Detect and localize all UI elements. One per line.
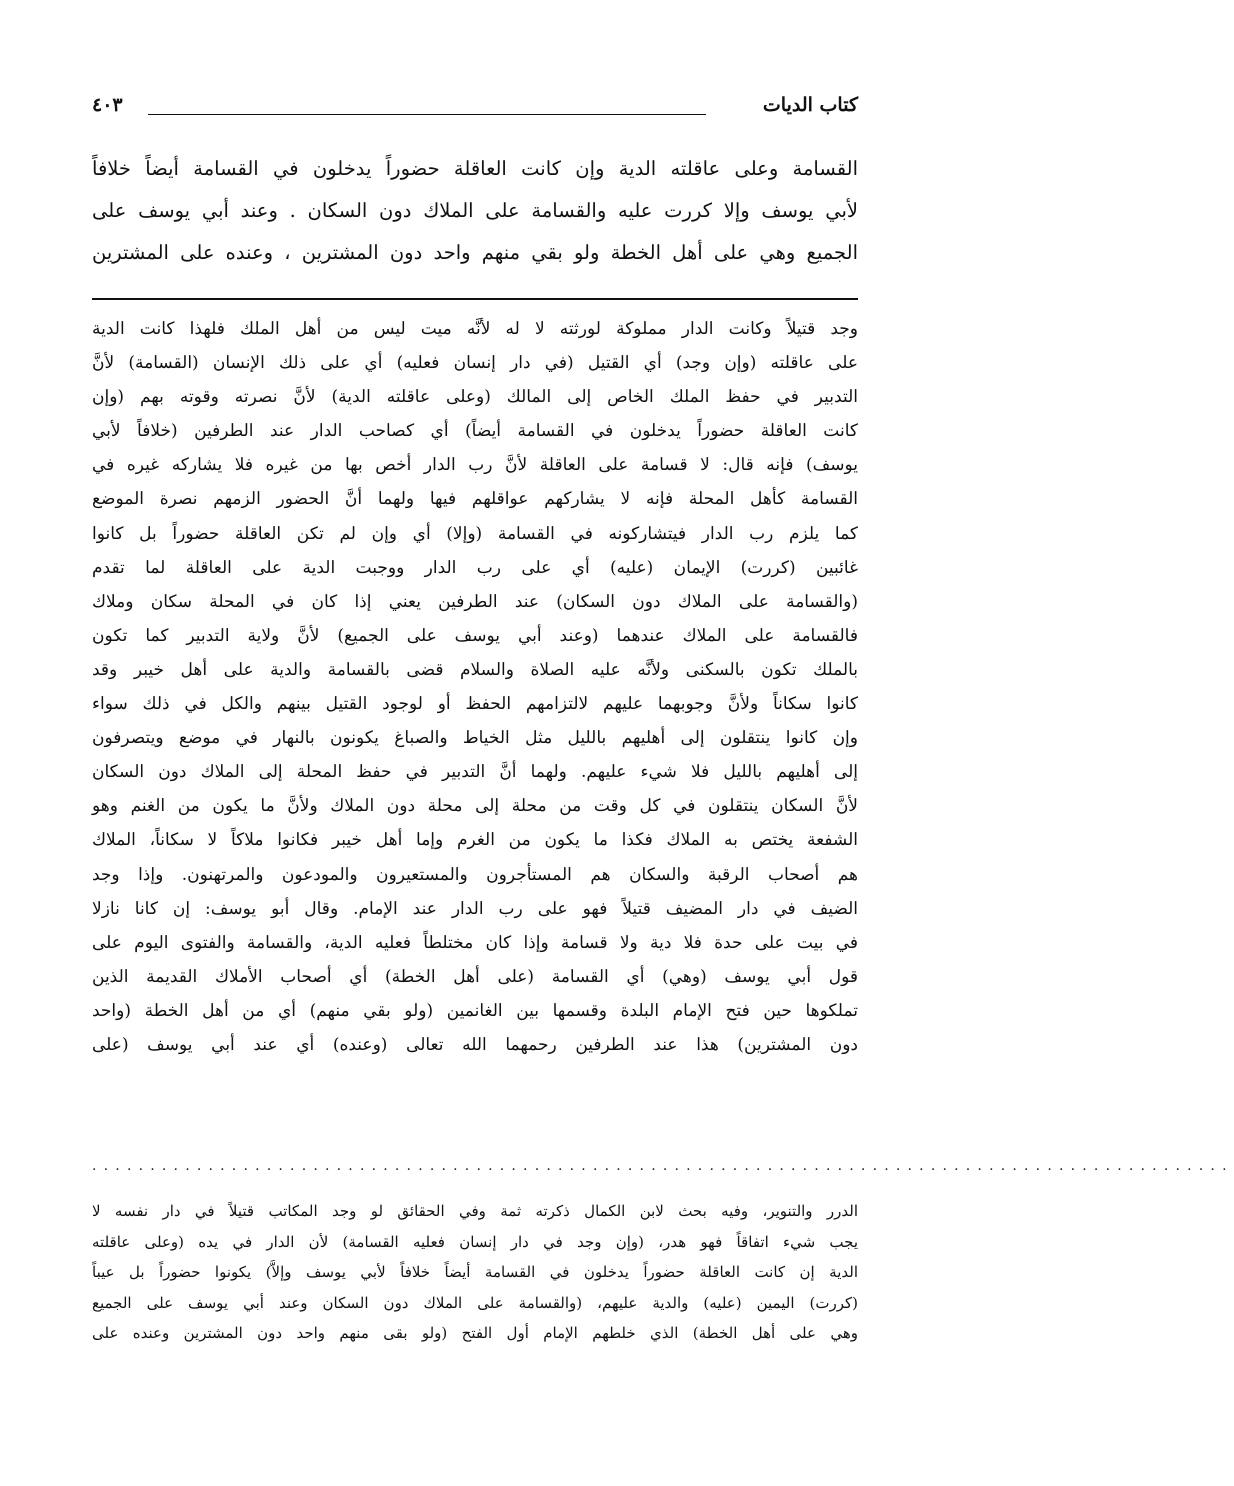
footnote-line: وهي على أهل الخطة) الذي خلطهم الإمام أول الفتح (ولو بقى منهم واحد دون المشترين وعنده على [92,1324,858,1342]
commentary-line: تملكوها حين فتح الإمام البلدة وقسمها بين الغانمين (ولو بقي منهم) أي من أهل الخطة (واحد [92,1000,858,1021]
commentary-line: القسامة كأهل المحلة فإنه لا يشاركهم عواقلهم فيها ولهما أنَّ الحضور الزمهم نصرة الموضع [92,489,858,510]
commentary-line: لأنَّ السكان ينتقلون في كل وقت من محلة إلى محلة دون الملاك ولأنَّ ما يكون من الغنم وهو [92,796,858,817]
main-text [92,148,858,274]
header-rule [148,114,706,115]
commentary-line: وجد قتيلاً وكانت الدار مملوكة لورثته لا له لأنَّه ميت ليس من أهل الملك فلهذا كانت الدية [92,319,858,339]
commentary-line: على عاقلته (وإن وجد) أي القتيل (في دار إنسان فعليه) أي على ذلك الإنسان (القسامة) لأنَّ [92,353,858,374]
commentary-line: وإن كانوا ينتقلون إلى أهليهم بالليل مثل الخياط والصباغ يكونون بالنهار في موضع ويتصرفون [92,728,858,749]
commentary-line: الضيف في دار المضيف قتيلاً فهو على رب الدار عند الإمام. وقال أبو يوسف: إن كانا نازلا [92,898,858,919]
commentary-line: كما يلزم رب الدار فيتشاركونه في القسامة (وإلا) أي وإن لم تكن العاقلة حضوراً بل كانوا [92,523,858,544]
commentary-line: كانت العاقلة حضوراً يدخلون في القسامة أيضاً) أي كصاحب الدار عند الطرفين (خلافاً لأبي [92,421,858,442]
footnotes [92,1196,858,1349]
commentary-line: التدبير في حفظ الملك الخاص إلى المالك (وعلى عاقلته الدية) لأنَّ نصرته وقوته بهم (وإن [92,387,858,408]
commentary-line: (والقسامة على الملاك دون السكان) عند الطرفين يعني إذا كان في المحلة سكان وملاك [92,591,858,612]
commentary-line: بالملك تكون بالسكنى ولأنَّه عليه الصلاة والسلام قضى بالقسامة والدية على أهل خيبر وقد [92,659,858,680]
running-header [92,92,858,126]
section-divider [92,298,858,300]
footnote-line: (كررت) اليمين (عليه) والدية عليهم، (والقسامة على الملاك دون السكان وعند أبي يوسف على الجميع [92,1293,858,1312]
footnote-line: يجب شيء اتفاقاً فهو هدر، (وإن وجد في دار إنسان فعليه القسامة) لأن الدار في يده (وعلى عاقلته [92,1232,858,1251]
commentary-line: فالقسامة على الملاك عندهما (وعند أبي يوسف على الجميع) لأنَّ ولاية التدبير كما تكون [92,625,858,646]
commentary-text [92,312,858,1096]
main-text-line: القسامة وعلى عاقلته الدية وإن كانت العاقلة حضوراً يدخلون في القسامة أيضاً خلافاً [92,157,858,180]
main-text-line: لأبي يوسف وإلا كررت عليه والقسامة على الملاك دون السكان . وعند أبي يوسف على [92,199,858,222]
main-text-line: الجميع وهي على أهل الخطة ولو بقي منهم واحد دون المشترين ، وعنده على المشترين [92,241,858,264]
commentary-line: الشفعة يختص به الملاك فكذا ما يكون من الغرم وإما أهل خيبر فكانوا ملاكاً لا سكاناً، الملاك [92,830,858,851]
commentary-line: دون المشترين) هذا عند الطرفين رحمهما الله تعالى (وعنده) أي عند أبي يوسف (على [92,1034,858,1055]
commentary-line [92,1062,858,1096]
commentary-line: يوسف) فإنه قال: لا قسامة على العاقلة لأنَّ رب الدار أخص بها من غيره فلا يشاركه غيره في [92,455,858,476]
dotted-separator: .................................................................................................. [92,1158,1234,1174]
page-number: ٤٠٣ [92,94,123,116]
commentary-line: إلى أهليهم بالليل فلا شيء عليهم. ولهما أنَّ التدبير في حفظ المحلة إلى الملاك دون السكان [92,762,858,783]
commentary-line: في بيت على حدة فلا دية ولا قسامة وإذا كان مختلطاً فعليه الدية، والقسامة والفتوى اليوم على [92,932,858,953]
chapter-title: كتاب الديات [762,94,858,116]
commentary-line: هم أصحاب الرقبة والسكان هم المستأجرون والمستعيرون والمودعون والمرتهنون. وإذا وجد [92,864,858,885]
commentary-line: كانوا سكاناً ولأنَّ وجوبهما عليهم لالتزامهم الحفظ أو لوجود القتيل بينهم والكل في ذلك سواء [92,694,858,715]
commentary-line: غائبين (كررت) الإيمان (عليه) أي على رب الدار ووجبت الدية على العاقلة لما تقدم [92,557,858,578]
commentary-line: قول أبي يوسف (وهي) أي القسامة (على أهل الخطة) أي أصحاب الأملاك القديمة الذين [92,966,858,987]
footnote-line: الدرر والتنوير، وفيه بحث لابن الكمال ذكرته ثمة وفي الحقائق لو وجد المكاتب قتيلاً في دار نفسه لا [92,1202,858,1220]
footnote-line: الدية إن كانت العاقلة حضوراً يدخلون في القسامة أيضاً خلافاً لأبي يوسف وإلاَّ) يكونوا حضوراً بل عيباً [92,1263,858,1281]
